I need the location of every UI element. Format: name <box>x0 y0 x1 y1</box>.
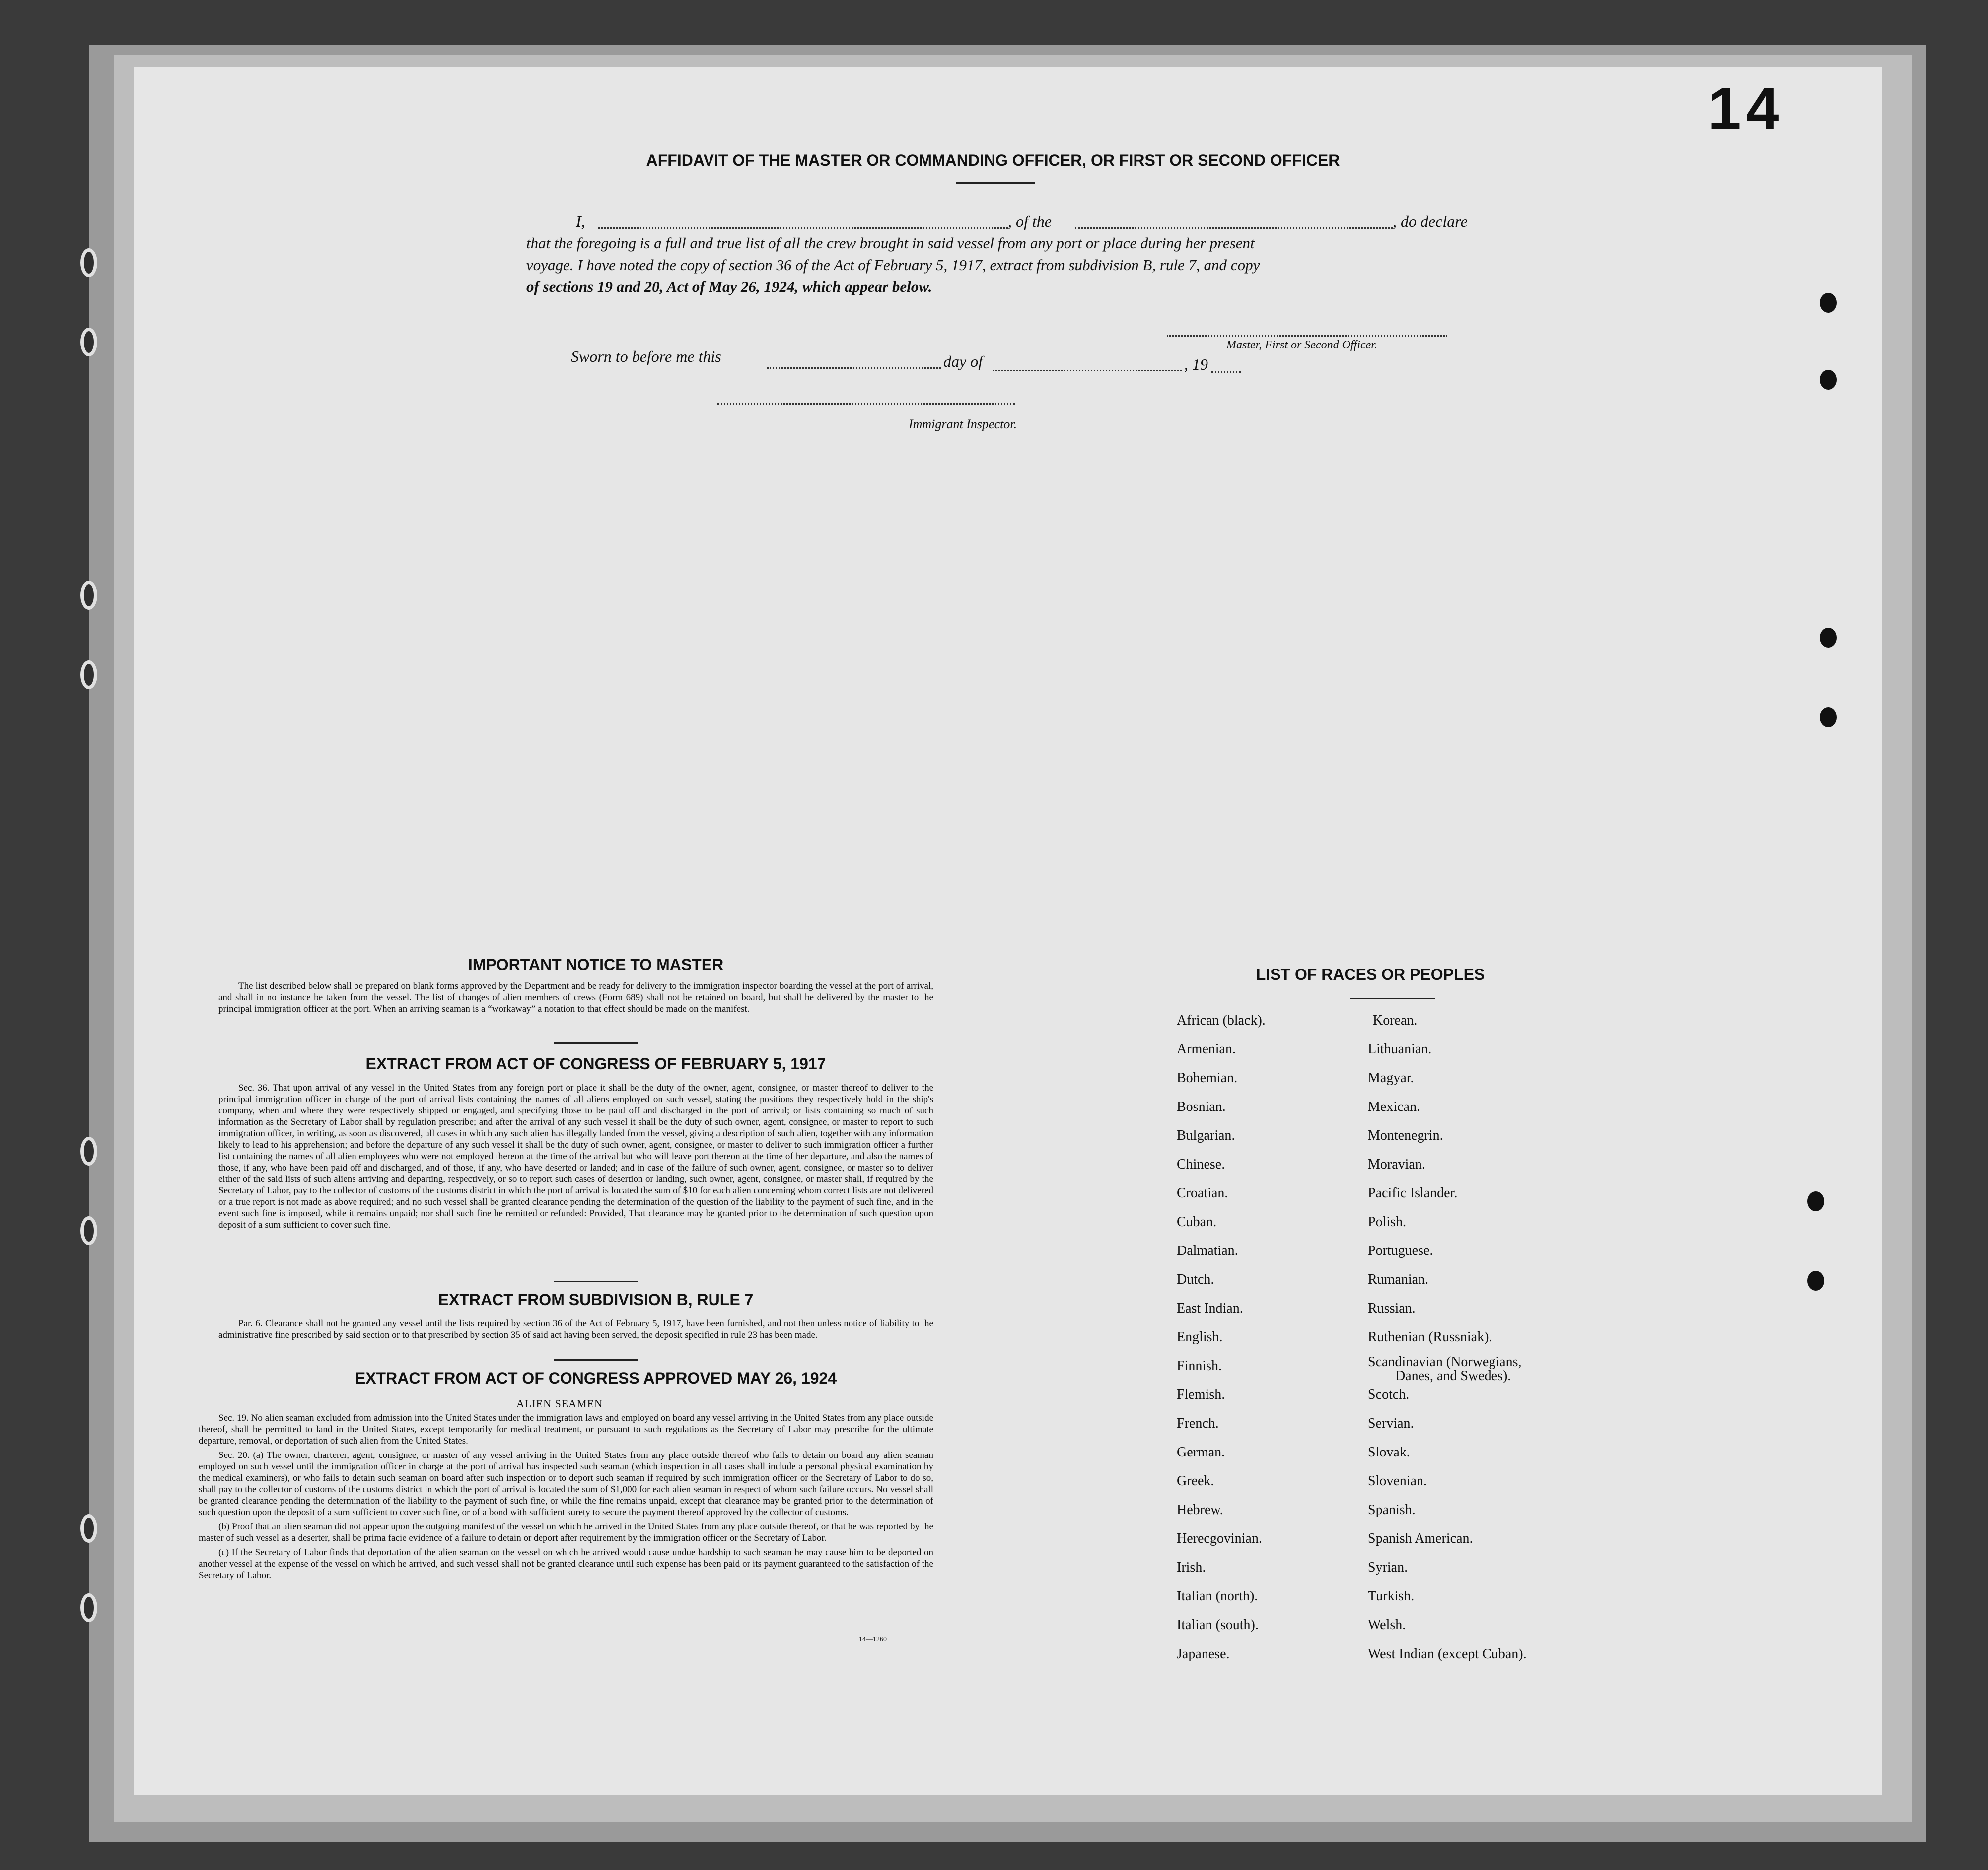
extract-rule7-title: EXTRACT FROM SUBDIVISION B, RULE 7 <box>438 1291 754 1309</box>
race-item: Chinese. <box>1177 1157 1225 1172</box>
extract-1917-body <box>218 1082 933 1234</box>
race-item: Slovenian. <box>1368 1473 1427 1489</box>
races-divider <box>1350 998 1435 999</box>
race-item: Japanese. <box>1177 1646 1230 1662</box>
affidavit-do-declare: , do declare <box>1393 212 1468 230</box>
extract-rule7-body <box>218 1318 933 1344</box>
binder-hole-icon <box>80 1514 97 1543</box>
race-item: Slovak. <box>1368 1445 1410 1460</box>
race-item: Hebrew. <box>1177 1502 1223 1518</box>
signature-caption: Master, First or Second Officer. <box>1226 339 1377 351</box>
race-item: Magyar. <box>1368 1070 1414 1086</box>
sworn-prefix: Sworn to before me this <box>571 347 721 365</box>
officer-name-field[interactable] <box>598 227 1008 229</box>
punch-dot-icon <box>1820 293 1837 313</box>
punch-dot-icon <box>1807 1271 1824 1291</box>
race-item: Scotch. <box>1368 1387 1410 1402</box>
binder-hole-icon <box>80 328 97 356</box>
par-6-text: Par. 6. Clearance shall not be granted any vessel until the lists required by section 36 of the Act of February 5, 1917, have been furnished, and not then unless notice of liability to the administrative fine prescribed by said section or to that prescribed by section 35 of said act having been served, the deposit specified in rule 23 has been made. <box>218 1318 933 1340</box>
punch-dot-icon <box>1820 370 1837 390</box>
race-item: Flemish. <box>1177 1387 1225 1402</box>
race-item: Finnish. <box>1177 1358 1222 1374</box>
races-column-1 <box>1177 1013 1326 1662</box>
section-divider <box>554 1042 638 1044</box>
form-number: 14—1260 <box>859 1636 887 1643</box>
race-item: Greek. <box>1177 1473 1214 1489</box>
binder-hole-icon <box>80 581 97 610</box>
sworn-day-of: day of <box>943 352 983 370</box>
punch-dot-icon <box>1820 707 1837 727</box>
race-item: Polish. <box>1368 1214 1407 1230</box>
race-item: Irish. <box>1177 1560 1206 1575</box>
race-item: Servian. <box>1368 1416 1414 1431</box>
sec-20b-text: (b) Proof that an alien seaman did not appear upon the outgoing manifest of the vessel on which he arrived in the United States from any place outside thereof, or that he was reported by the master of such vessel as a deserter, shall be prima facie evidence of a failure to detain or deport after requirement by the immigration officer or the Secretary of Labor. <box>199 1522 933 1543</box>
notice-body <box>218 980 933 1018</box>
race-item: Lithuanian. <box>1368 1041 1432 1057</box>
binder-hole-icon <box>80 1137 97 1166</box>
extract-1917-title: EXTRACT FROM ACT OF CONGRESS OF FEBRUARY 5, 1917 <box>365 1055 826 1073</box>
race-item: Pacific Islander. <box>1368 1185 1458 1201</box>
race-item: Spanish. <box>1368 1502 1416 1518</box>
affidavit-line-3: voyage. I have noted the copy of section 36 of the Act of February 5, 1917, extract from subdivision B, rule 7, and copy <box>526 256 1260 274</box>
races-title: LIST OF RACES OR PEOPLES <box>1256 966 1485 983</box>
punch-dot-icon <box>1820 628 1837 648</box>
race-item: Rumanian. <box>1368 1272 1429 1287</box>
race-item: Russian. <box>1368 1301 1416 1316</box>
affidavit-of-the: , of the <box>1008 212 1052 230</box>
vessel-name-field[interactable] <box>1075 227 1393 229</box>
race-item: Mexican. <box>1368 1099 1420 1114</box>
race-item: Cuban. <box>1177 1214 1217 1230</box>
punch-dot-icon <box>1807 1191 1824 1211</box>
race-item: Korean. <box>1373 1013 1418 1028</box>
race-item: Ruthenian (Russniak). <box>1368 1329 1492 1345</box>
alien-seamen-subtitle: ALIEN SEAMEN <box>516 1397 603 1410</box>
sec-36-text: Sec. 36. That upon arrival of any vessel in the United States from any foreign port or place it shall be the duty of the owner, agent, consignee, or master thereof to deliver to the principal immigration officer in charge of the port of arrival lists containing the names of all aliens employed on such vessel, stating the positions they respectively hold in the ship's company, when and where they were respectively shipped or engaged, and specifying those to be paid off and discharged in the port of arrival; or lists containing so much of such information as the Secretary of Labor shall by regulation prescribe; and after the arrival of any such vessel it shall be the duty of such owner, agent, consignee, or master to report to such immigration officer, in writing, as soon as discovered, all cases in which any such alien has illegally landed from the vessel, giving a description of such alien, together with any information likely to lead to his apprehension; and before the departure of any such vessel it shall be the duty of such owner, agent, consignee, or master to deliver to such immigration officer a further list containing the names of all alien employees who were not employed thereon at the time of the arrival but who will leave port thereon at the time of her departure, and also the names of those, if any, who have been paid off and discharged, and of those, if any, who have deserted or landed; and in case of the failure of such owner, agent, consignee, or master so to deliver either of the said lists of such aliens arriving and departing, respectively, or so to report such cases of desertion or landing, such owner, agent, consignee, or master shall, if required by the Secretary of Labor, pay to the collector of customs of the customs district in which the port of arrival is located the sum of $10 for each alien concerning whom correct lists are not delivered or a true report is not made as above required; and no such vessel shall be granted clearance pending the determination of the question of the liability to the payment of such fine, and in the event such fine is imposed, while it remains unpaid; nor shall such fine be remitted or refunded: Provided, That clearance may be granted prior to the determination of such question upon deposit of a sum sufficient to cover such fine. <box>218 1083 933 1230</box>
sworn-year-field[interactable] <box>1211 371 1241 373</box>
race-item: Portuguese. <box>1368 1243 1433 1258</box>
race-item: Italian (south). <box>1177 1617 1259 1633</box>
affidavit-title: AFFIDAVIT OF THE MASTER OR COMMANDING OFFICER, OR FIRST OR SECOND OFFICER <box>646 151 1340 169</box>
section-divider <box>554 1359 638 1361</box>
sworn-day-field[interactable] <box>767 367 941 369</box>
race-item: Welsh. <box>1368 1617 1406 1633</box>
affidavit-line-4: of sections 19 and 20, Act of May 26, 1924, which appear below. <box>526 278 932 295</box>
sworn-year-prefix: , 19 <box>1184 355 1208 373</box>
race-item: Bulgarian. <box>1177 1128 1235 1143</box>
notice-title: IMPORTANT NOTICE TO MASTER <box>468 956 724 973</box>
race-item: Spanish American. <box>1368 1531 1473 1546</box>
binder-hole-icon <box>80 660 97 689</box>
notice-text: The list described below shall be prepared on blank forms approved by the Department and be ready for delivery to the immigration inspector boarding the vessel at the port of arrival, and shall in no instance be taken from the vessel. The list of changes of alien members of crews (Form 689) shall not be retained on board, but shall be delivered by the master to the principal immigration officer at the port. When an arriving seaman is a “workaway” a notation to that effect should be made on the manifest. <box>218 981 933 1014</box>
title-divider <box>956 182 1035 184</box>
race-item: Bohemian. <box>1177 1070 1238 1086</box>
race-item: Syrian. <box>1368 1560 1408 1575</box>
race-item: Croatian. <box>1177 1185 1228 1201</box>
inspector-signature-field[interactable] <box>717 403 1015 405</box>
race-item: Italian (north). <box>1177 1589 1258 1604</box>
binder-hole-icon <box>80 248 97 277</box>
binder-hole-icon <box>80 1593 97 1622</box>
binder-hole-icon <box>80 1216 97 1245</box>
race-item: Moravian. <box>1368 1157 1425 1172</box>
affidavit-line-2: that the foregoing is a full and true list of all the crew brought in said vessel from any port or place during her present <box>526 234 1255 252</box>
extract-1924-body <box>199 1412 933 1584</box>
page-number-mark: 14 <box>1708 75 1784 142</box>
sec-20a-text: Sec. 20. (a) The owner, charterer, agent, consignee, or master of any vessel arriving in the United States from any place outside thereof who fails to detain on board any alien seaman employed on such vessel until the immigration officer in charge at the port of arrival has inspected such seaman (which inspection in all cases shall include a personal physical examination by the medical examiners), or who fails to detain such seaman on board after such inspection or to deport such seaman if required by such immigration officer or the Secretary of Labor to do so, shall pay to the collector of customs of the customs district in which the port of arrival is located the sum of $1,000 for each alien seaman in respect of whom such failure occurs. No vessel shall be granted clearance pending the determination of the liability to the payment of such fine, or while the fine remains unpaid, except that clearance may be granted prior to the determination of such question upon the deposit of a sum sufficient to cover such fine, or of a bond with sufficient surety to secure the payment thereof approved by the collector of customs. <box>199 1450 933 1518</box>
race-item: Turkish. <box>1368 1589 1415 1604</box>
races-column-2 <box>1368 1013 1576 1668</box>
inspector-caption: Immigrant Inspector. <box>909 417 1017 431</box>
race-item: Armenian. <box>1177 1041 1236 1057</box>
race-item: Montenegrin. <box>1368 1128 1443 1143</box>
affidavit-i-label: I, <box>576 212 585 230</box>
race-item: German. <box>1177 1445 1225 1460</box>
master-signature-field[interactable] <box>1167 335 1447 337</box>
race-item: Bosnian. <box>1177 1099 1226 1114</box>
sworn-month-field[interactable] <box>993 370 1182 371</box>
race-item: West Indian (except Cuban). <box>1368 1646 1527 1662</box>
race-item: Scandinavian (Norwegians, <box>1368 1354 1522 1370</box>
section-divider <box>554 1281 638 1282</box>
race-item: East Indian. <box>1177 1301 1243 1316</box>
race-item: Herecgovinian. <box>1177 1531 1262 1546</box>
race-item: French. <box>1177 1416 1219 1431</box>
sec-20c-text: (c) If the Secretary of Labor finds that deportation of the alien seaman on the vessel on which he arrived would cause undue hardship to such seaman he may cause him to be deported on another vessel at the expense of the vessel on which he arrived, and such vessel shall not be granted clearance until such expense has been paid or its payment guaranteed to the satisfaction of the Secretary of Labor. <box>199 1547 933 1581</box>
race-item: African (black). <box>1177 1013 1266 1028</box>
race-item-continuation: Danes, and Swedes). <box>1395 1368 1511 1384</box>
race-item: English. <box>1177 1329 1223 1345</box>
extract-1924-title: EXTRACT FROM ACT OF CONGRESS APPROVED MAY 26, 1924 <box>355 1369 837 1387</box>
race-item: Dalmatian. <box>1177 1243 1238 1258</box>
sec-19-text: Sec. 19. No alien seaman excluded from admission into the United States under the immigration laws and employed on board any vessel arriving in the United States from any place outside thereof, shall be permitted to land in the United States, except temporarily for medical treatment, or pursuant to such regulations as the Secretary of Labor may prescribe for the ultimate departure, removal, or deportation of such alien from the United States. <box>199 1413 933 1446</box>
race-item: Dutch. <box>1177 1272 1214 1287</box>
